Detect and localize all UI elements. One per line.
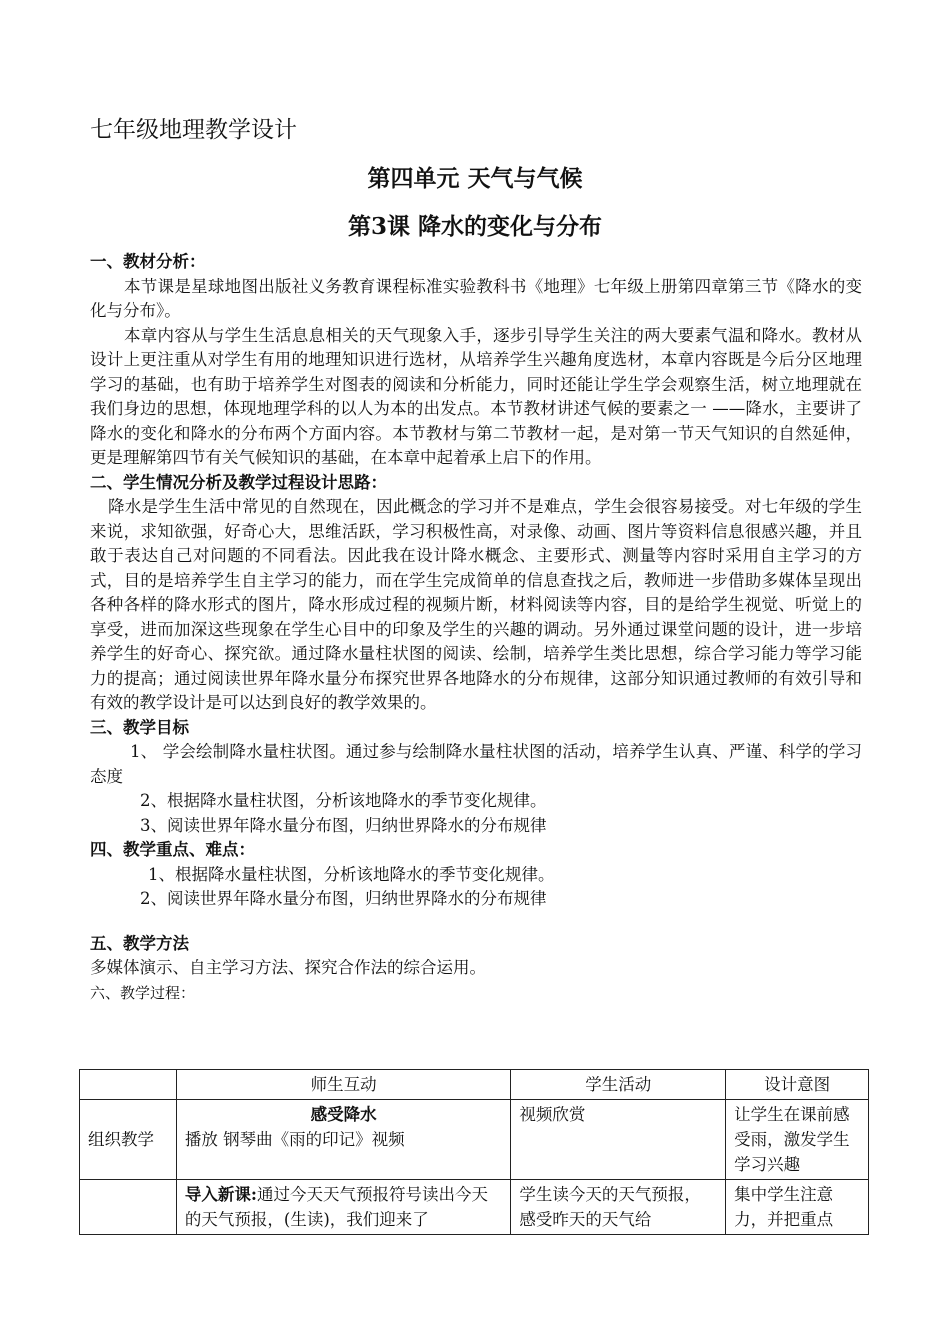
table-row <box>80 1180 869 1235</box>
stage-cell <box>80 1180 177 1235</box>
teaching-goal-1: 1、 学会绘制降水量柱状图。通过参与绘制降水量柱状图的活动，培养学生认真、严谨、科学的学习态度 <box>90 742 862 786</box>
document-body <box>90 250 862 1005</box>
table-row <box>80 1100 869 1180</box>
table-header-cell: 设计意图 <box>726 1070 869 1100</box>
textbook-analysis-paragraph-2: 本章内容从与学生生活息息相关的天气现象入手，逐步引导学生关注的两大要素气温和降水。教材从设计上更注重从对学生有用的地理知识进行选材，从培养学生兴趣角度选材，本章内容既是今后分区地理学习的基础，也有助于培养学生对图表的阅读和分析能力，同时还能让学生学会观察生活，树立地理就在我们身边的思想，体现地理学科的以人为本的出发点。本节教材讲述气候的要素之一 ——降水，主要讲了降水的变化和降水的分布两个方面内容。本节教材与第二节教材一起，是对第一节天气知识的自然延伸，更是理解第四节有关气候知识的基础，在本章中起着承上启下的作用。 <box>90 325 862 467</box>
unit-title: 第四单元 天气与气候 <box>367 165 583 192</box>
textbook-analysis-paragraph-1: 本节课是星球地图出版社义务教育课程标准实验教科书《地理》七年级上册第四章第三节《降水的变化与分布》。 <box>90 276 862 320</box>
teaching-methods-text: 多媒体演示、自主学习方法、探究合作法的综合运用。 <box>90 958 486 977</box>
student-analysis-paragraph: 降水是学生生活中常见的自然现在，因此概念的学习并不是难点，学生会很容易接受。对七年级的学生来说，求知欲强，好奇心大，思维活跃，学习积极性高，对录像、动画、图片等资料信息很感兴趣，并且敢于表达自己对问题的不同看法。因此我在设计降水概念、主要形式、测量等内容时采用自主学习的方式，目的是培养学生自主学习的能力，而在学生完成简单的信息查找之后，教师进一步借助多媒体呈现出各种各样的降水形式的图片，降水形成过程的视频片断，材料阅读等内容，目的是给学生视觉、听觉上的享受，进而加深这些现象在学生心目中的印象及学生的兴趣的调动。另外通过课堂问题的设计，进一步培养学生的好奇心、探究欲。通过降水量柱状图的阅读、绘制，培养学生类比思想，综合学习能力等学习能力的提高；通过阅读世界年降水量分布探究世界各地降水的分布规律，这部分知识通过教师的有效引导和有效的教学设计是可以达到良好的教学效果的。 <box>90 497 862 712</box>
interaction-cell <box>176 1180 511 1235</box>
teaching-process-table <box>79 1069 869 1235</box>
blank-line <box>90 912 862 932</box>
section-heading-key-points: 四、教学重点、难点： <box>90 840 255 859</box>
interaction-text: 播放 钢琴曲《雨的印记》视频 <box>184 1130 405 1149</box>
teaching-goal-3: 3、阅读世界年降水量分布图，归纳世界降水的分布规律 <box>140 815 547 835</box>
interaction-label: 导入新课: <box>184 1185 257 1204</box>
intent-cell: 集中学生注意力，并把重点 <box>726 1180 869 1235</box>
table-header-cell <box>80 1070 177 1100</box>
section-heading-teaching-process: 六、教学过程： <box>90 983 196 1002</box>
table-header-row <box>80 1070 869 1100</box>
interaction-title: 感受降水 <box>310 1105 377 1124</box>
table-header-cell: 师生互动 <box>176 1070 511 1100</box>
activity-cell: 学生读今天的天气预报，感受昨天的天气给 <box>511 1180 726 1235</box>
key-point-2: 2、阅读世界年降水量分布图，归纳世界降水的分布规律 <box>140 889 547 908</box>
section-heading-textbook-analysis: 一、教材分析： <box>90 252 206 271</box>
section-heading-teaching-methods: 五、教学方法 <box>90 933 189 953</box>
lesson-title: 第3课 降水的变化与分布 <box>347 213 602 240</box>
section-heading-teaching-goals: 三、教学目标 <box>90 717 189 737</box>
activity-cell: 视频欣赏 <box>511 1100 726 1180</box>
section-heading-student-analysis: 二、学生情况分析及教学过程设计思路： <box>90 472 387 492</box>
teaching-goal-2: 2、根据降水量柱状图，分析该地降水的季节变化规律。 <box>140 791 547 810</box>
document-title: 七年级地理教学设计 <box>90 117 297 143</box>
intent-cell: 让学生在课前感受雨，激发学生学习兴趣 <box>726 1100 869 1180</box>
table-header-cell: 学生活动 <box>511 1070 726 1100</box>
interaction-cell <box>176 1100 511 1180</box>
interaction-text: 通过今天天气预报符号读出今天的天气预报，(生读)，我们迎来了 <box>184 1185 488 1229</box>
key-point-1: 1、根据降水量柱状图，分析该地降水的季节变化规律。 <box>148 864 555 884</box>
stage-cell: 组织教学 <box>80 1100 177 1180</box>
